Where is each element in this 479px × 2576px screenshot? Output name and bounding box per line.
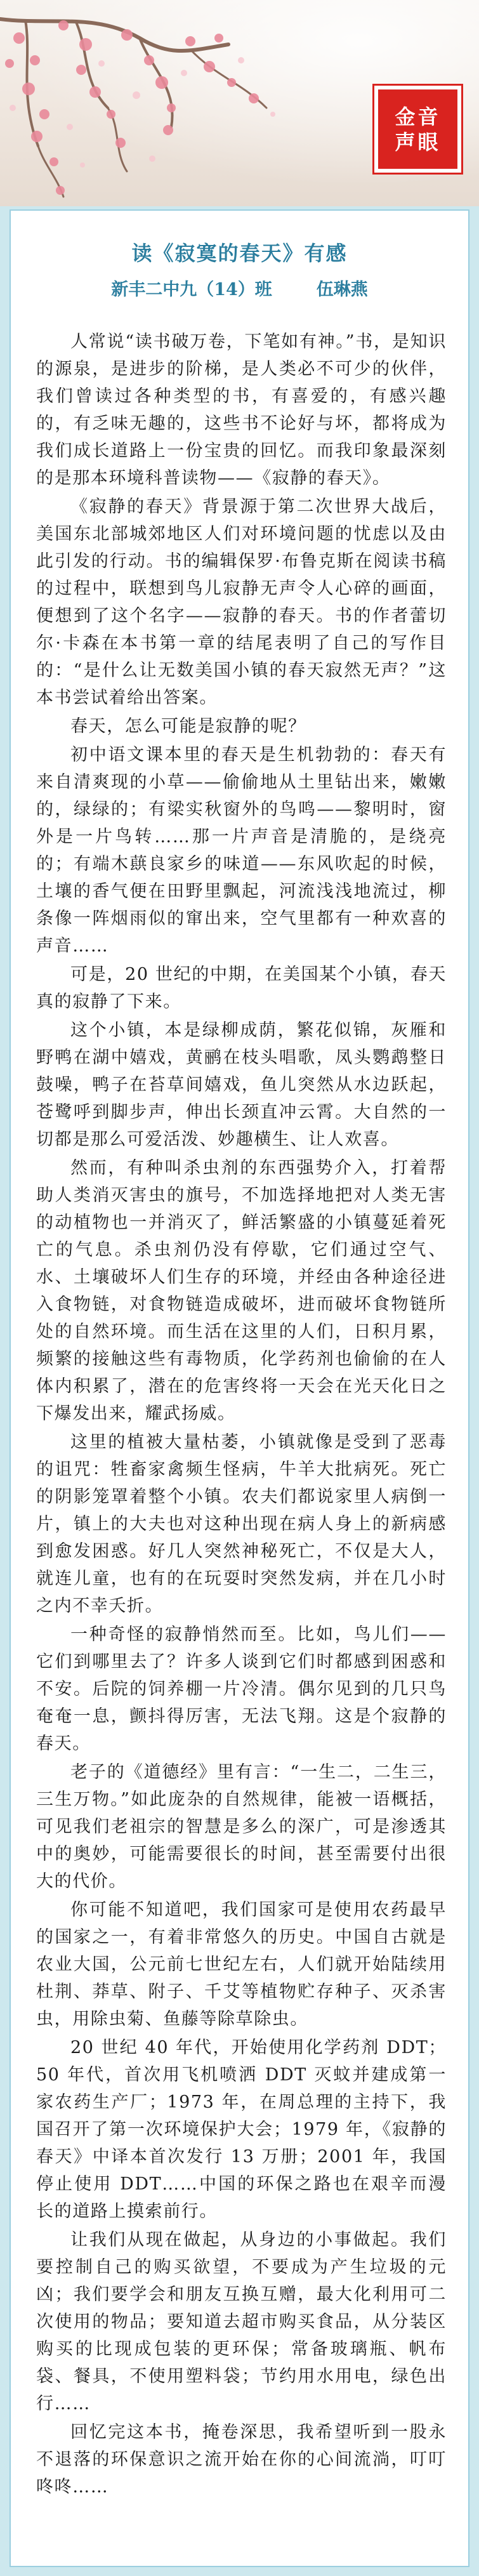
paragraph: 20 世纪 40 年代，开始使用化学药剂 DDT；50 年代，首次用飞机喷洒 DDT 灭蚊并建成第一家农药生产厂；1973 年，在周总理的主持下，我国召开了第一次环境保护大会；1979 年，《寂静的春天》中译本首次发行 13 万册；2001 年，我国停止使用 DDT……中国的环保之路也在艰辛而漫长的道路上摸索前行。 <box>36 2038 447 2221</box>
author-class: 新丰二中九（14）班 <box>111 280 272 300</box>
paragraph: 人常说“读书破万卷，下笔如有神。”书，是知识的源泉，是进步的阶梯，是人类必不可少的伙伴，我们曾读过各种类型的书，有喜爱的，有感兴趣的，有乏味无趣的，这些书不论好与坏，都将成为我们成长道路上一份宝贵的回忆。而我印象最深刻的是那本环境科普读物——《寂静的春天》。 <box>36 332 447 488</box>
author-name: 伍琳燕 <box>316 280 368 300</box>
seal-text-line2: 声眼 <box>395 129 441 154</box>
seal-text-line1: 金音 <box>395 104 441 129</box>
paragraph: 然而，有种叫杀虫剂的东西强势介入，打着帮助人类消灭害虫的旗号，不加选择地把对人类无害的动植物也一并消灭了，鲜活繁盛的小镇蔓延着死亡的气息。杀虫剂仍没有停歇，它们通过空气、水、土壤破坏人们生存的环境，并经由各种途径进入食物链，对食物链造成破坏，进而破坏食物链所处的自然环境。而生活在这里的人们，日积月累，频繁的接触这些有毒物质，化学药剂也偷偷的在人体内积累了，潜在的危害终将一天会在光天化日之下爆发出来，耀武扬威。 <box>36 1158 447 1423</box>
article-card <box>10 209 469 2567</box>
article-byline <box>11 275 468 300</box>
article-body <box>36 328 447 2500</box>
paragraph: 你可能不知道吧，我们国家可是使用农药最早的国家之一，有着非常悠久的历史。中国自古就是农业大国，公元前七世纪左右，人们就开始陆续用杜荆、莽草、附子、千艾等植物贮存种子、灭杀害虫，用除虫菊、鱼藤等除草除虫。 <box>36 1900 447 2029</box>
paragraph: 一种奇怪的寂静悄然而至。比如，鸟儿们——它们到哪里去了？许多人谈到它们时都感到困惑和不安。后院的饲养棚一片冷清。偶尔见到的几只鸟奄奄一息，颤抖得厉害，无法飞翔。这是个寂静的春天。 <box>36 1625 447 1754</box>
paragraph: 《寂静的春天》背景源于第二次世界大战后，美国东北部城郊地区人们对环境问题的忧虑以及由此引发的行动。书的编辑保罗·布鲁克斯在阅读书稿的过程中，联想到鸟儿寂静无声令人心碎的画面，便想到了这个名字——寂静的春天。书的作者蕾切尔·卡森在本书第一章的结尾表明了自己的写作目的：“是什么让无数美国小镇的春天寂然无声？”这本书尝试着给出答案。 <box>36 497 447 708</box>
paragraph: 这里的植被大量枯萎，小镇就像是受到了恶毒的诅咒：牲畜家禽频生怪病，牛羊大批病死。死亡的阴影笼罩着整个小镇。农夫们都说家里人病倒一片，镇上的大夫也对这种出现在病人身上的新病感到愈发困惑。好几人突然神秘死亡，不仅是大人，就连儿童，也有的在玩耍时突然发病，并在几小时之内不幸夭折。 <box>36 1432 447 1616</box>
header-banner <box>0 0 479 206</box>
paragraph: 初中语文课本里的春天是生机勃勃的：春天有来自清爽现的小草——偷偷地从土里钻出来，嫩嫩的，绿绿的；有梁实秋窗外的鸟鸣——黎明时，窗外是一片鸟转……那一片声音是清脆的，是绕亮的；有端木蕻良家乡的味道——东风吹起的时候，土壤的香气便在田野里飘起，河流浅浅地流过，柳条像一阵烟雨似的窜出来，空气里都有一种欢喜的声音…… <box>36 745 447 956</box>
paragraph: 回忆完这本书，掩卷深思，我希望听到一股永不退落的环保意识之流开始在你的心间流淌，叮叮咚咚…… <box>36 2422 447 2497</box>
paragraph: 可是，20 世纪的中期，在美国某个小镇，春天真的寂静了下来。 <box>36 965 447 1012</box>
paragraph: 春天，怎么可能是寂静的呢？ <box>70 717 306 736</box>
seal-stamp <box>374 86 461 173</box>
paragraph: 这个小镇，本是绿柳成荫，繁花似锦，灰雁和野鸭在湖中嬉戏，黄鹂在枝头唱歌，凤头鹦鹉整日鼓噪，鸭子在苔草间嬉戏，鱼儿突然从水边跃起，苍鹭呼到脚步声，伸出长颈直冲云霄。大自然的一切都是那么可爱活泼、妙趣横生、让人欢喜。 <box>36 1020 447 1149</box>
paragraph: 老子的《道德经》里有言：“一生二，二生三，三生万物。”如此庞杂的自然规律，能被一语概括，可见我们老祖宗的智慧是多么的深广，可是渗透其中的奥妙，可能需要很长的时间，甚至需要付出很大的代价。 <box>36 1762 447 1891</box>
paragraph: 让我们从现在做起，从身边的小事做起。我们要控制自己的购买欲望，不要成为产生垃圾的元凶；我们要学会和朋友互换互赠，最大化利用可二次使用的物品；要知道去超市购买食品，从分装区购买的比现成包装的更环保；常备玻璃瓶、帆布袋、餐具，不使用塑料袋；节约用水用电，绿色出行…… <box>36 2230 447 2414</box>
article-title: 读《寂寞的春天》有感 <box>131 241 348 265</box>
